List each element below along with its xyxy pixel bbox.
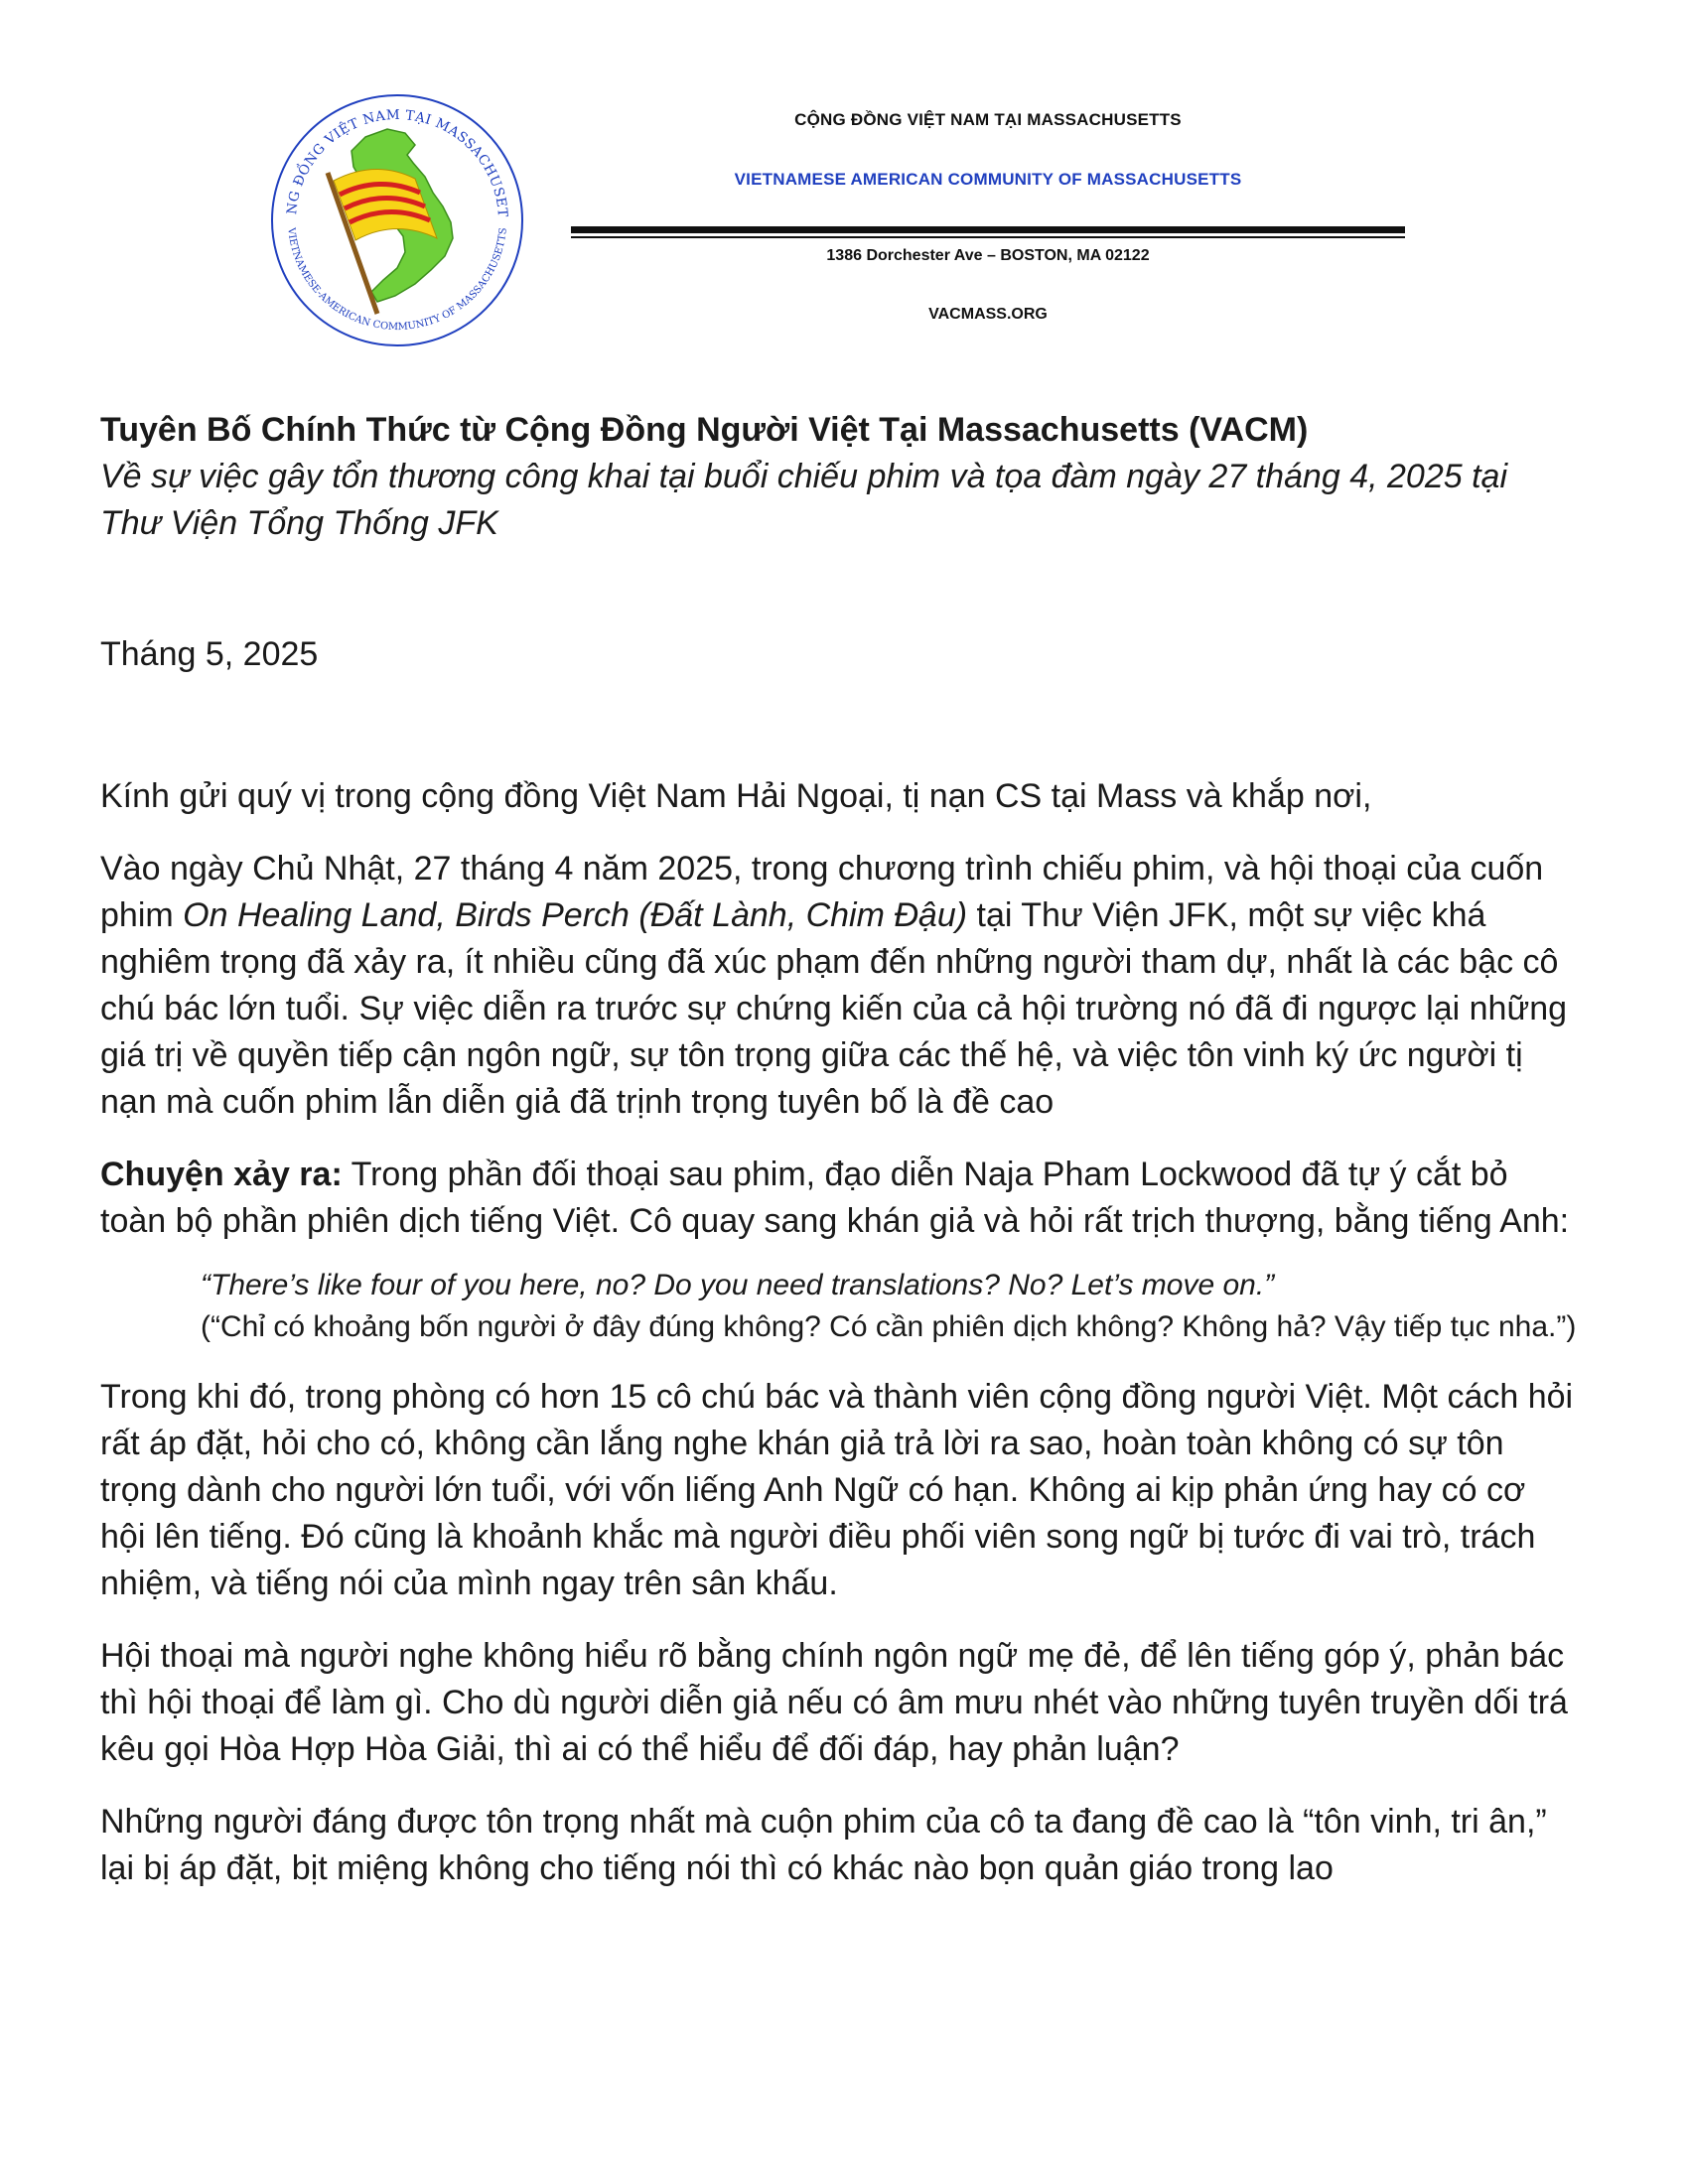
logo-ring-bottom-text: VIETNAMESE-AMERICAN COMMUNITY OF MASSACHUSETTS [285,226,509,334]
org-website: VACMASS.ORG [928,306,1048,323]
logo-ring-top-text: NG ĐỒNG VIỆT NAM TẠI MASSACHUSET [284,106,511,218]
quote-english: “There’s like four of you here, no? Do you need translations? No? Let’s move on.” [201,1269,1275,1301]
what-happened-text: Trong phần đối thoại sau phim, đạo diễn Naja Pham Lockwood đã tự ý cắt bỏ toàn bộ phần phiên dịch tiếng Việt. Cô quay sang khán giả và hỏi rất trịch thượng, bằng tiếng Anh: [100,1156,1570,1240]
paragraph-what-happened [100,1152,1580,1245]
org-name-english: VIETNAMESE AMERICAN COMMUNITY OF MASSACHUSETTS [734,170,1242,189]
letter-body [100,407,1590,1892]
paragraph-respect: Những người đáng được tôn trọng nhất mà cuộn phim của cô ta đang đề cao là “tôn vinh, tri ân,” lại bị áp đặt, bịt miệng không cho tiếng nói thì có khác nào bọn quản giáo trong lao [100,1803,1547,1887]
statement-title: Tuyên Bố Chính Thức từ Cộng Đồng Người Việt Tại Massachusetts (VACM) [100,411,1309,449]
paragraph-meanwhile: Trong khi đó, trong phòng có hơn 15 cô chú bác và thành viên cộng đồng người Việt. Một cách hỏi rất áp đặt, hỏi cho có, không cần lắng nghe khán giả trả lời ra sao, hoàn toàn không có sự tôn trọng dành cho người lớn tuổi, với vốn liếng Anh Ngữ có hạn. Không ai kịp phản ứng hay có cơ hội lên tiếng. Đó cũng là khoảnh khắc mà người điều phối viên song ngữ bị tước đi vai trò, trách nhiệm, và tiếng nói của mình ngay trên sân khấu. [100,1378,1574,1602]
paragraph-event-text-b: tại Thư Viện JFK, một sự việc khá nghiêm trọng đã xảy ra, ít nhiều cũng đã xúc phạm đến những người tham dự, nhất là các bậc cô chú bác lớn tuổi. Sự việc diễn ra trước sự chứng kiến của cả hội trường nó đã đi ngược lại những giá trị về quyền tiếp cận ngôn ngữ, sự tôn trọng giữa các thế hệ, và việc tôn vinh ký ức người tị nạn mà cuốn phim lẫn diễn giả đã trịnh trọng tuyên bố là đề cao [100,896,1568,1121]
org-address: 1386 Dorchester Ave – BOSTON, MA 02122 [826,247,1150,264]
what-happened-label: Chuyện xảy ra: [100,1156,343,1193]
org-name-vietnamese: CỘNG ĐỒNG VIỆT NAM TẠI MASSACHUSETTS [794,110,1182,129]
quote-vietnamese: (“Chỉ có khoảng bốn người ở đây đúng không? Có cần phiên dịch không? Không hả? Vậy tiếp tục nha.”) [201,1310,1577,1343]
greeting: Kính gửi quý vị trong cộng đồng Việt Nam Hải Ngoại, tị nạn CS tại Mass và khắp nơi, [100,777,1372,815]
paragraph-event [100,846,1580,1126]
paragraph-dialogue: Hội thoại mà người nghe không hiểu rõ bằng chính ngôn ngữ mẹ đẻ, để lên tiếng góp ý, phản bác thì hội thoại để làm gì. Cho dù người diễn giả nếu có âm mưu nhét vào những tuyên truyền dối trá kêu gọi Hòa Hợp Hòa Giải, thì ai có thể hiểu để đối đáp, hay phản luận? [100,1637,1568,1768]
statement-subtitle: Về sự việc gây tổn thương công khai tại buổi chiếu phim và tọa đàm ngày 27 tháng 4, 2025 tại Thư Viện Tổng Thống JFK [100,458,1507,542]
statement-date: Tháng 5, 2025 [100,635,319,673]
paragraph-event-text-a: Vào ngày Chủ Nhật, 27 tháng 4 năm 2025, trong chương trình chiếu phim, và hội thoại của cuốn phim [100,850,1544,934]
block-quote [201,1265,1591,1348]
organization-logo [266,89,529,352]
film-title: On Healing Land, Birds Perch (Đất Lành, Chim Đậu) [183,896,968,934]
header-divider [571,226,1405,240]
